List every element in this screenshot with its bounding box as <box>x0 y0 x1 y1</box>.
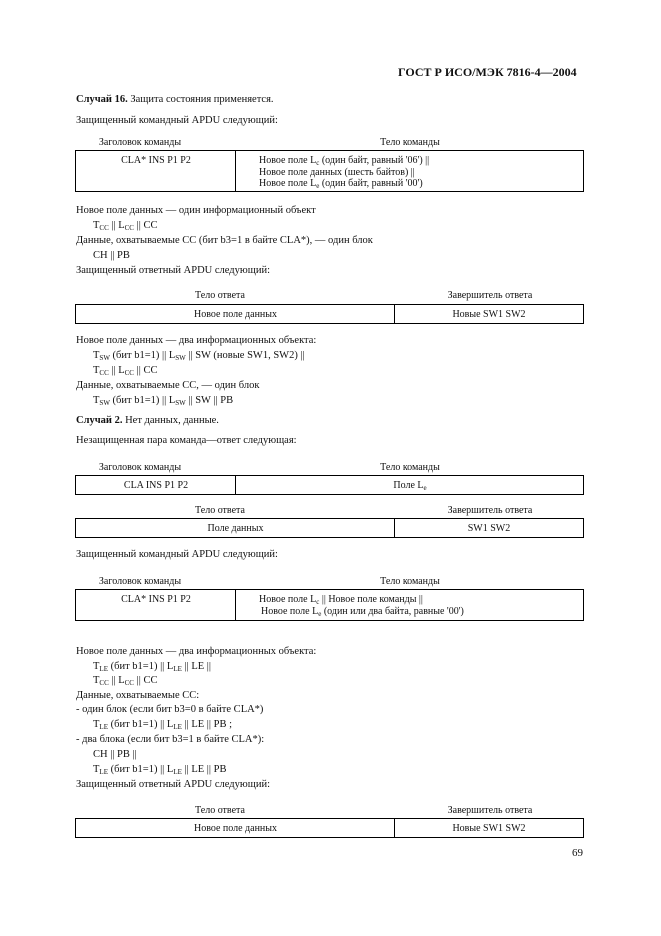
command-table <box>75 589 584 621</box>
column-header: Тело команды <box>380 576 440 587</box>
column-header: Завершитель ответа <box>447 290 533 301</box>
paragraph: Защищенный командный APDU следующий: <box>76 115 278 126</box>
column-header: Заголовок команды <box>98 576 182 587</box>
paragraph: Новое поле данных — два информационных объекта: <box>76 646 317 657</box>
column-header: Тело ответа <box>195 290 245 301</box>
column-header: Тело команды <box>380 462 440 473</box>
paragraph: Новое поле данных — один информационный объект <box>76 205 316 216</box>
paragraph: Защищенный командный APDU следующий: <box>76 549 278 560</box>
cell-text: CLA* INS P1 P2 <box>121 594 191 605</box>
cell-line: Новое поле $L_c$ || Новое поле команды || <box>259 594 423 606</box>
list-item: - два блока (если бит b3=1 в байте CLA*): <box>76 734 265 745</box>
cell-text: Поле $L_e$ <box>393 480 427 492</box>
cell-text: SW1 SW2 <box>467 523 511 534</box>
response-table <box>75 518 584 538</box>
formula: $T_{SW}$ (бит b1=1) || $L_{SW}$ || SW (новые SW1, SW2) || <box>93 350 305 362</box>
formula: $T_{LE}$ (бит b1=1) || $L_{LE}$ || LE || PB ; <box>93 719 233 731</box>
response-table <box>75 818 584 838</box>
paragraph: Защищенный ответный APDU следующий: <box>76 779 270 790</box>
formula: $T_{LE}$ (бит b1=1) || $L_{LE}$ || LE || PB <box>93 764 227 776</box>
column-header: Заголовок команды <box>98 462 182 473</box>
paragraph: Новое поле данных — два информационных объекта: <box>76 335 317 346</box>
table-cell <box>236 476 583 494</box>
formula: $T_{CC}$ || $L_{CC}$ || CC <box>93 220 158 232</box>
page-number: 69 <box>572 847 583 859</box>
formula: $T_{LE}$ (бит b1=1) || $L_{LE}$ || LE || <box>93 661 212 673</box>
table-cell <box>76 819 395 837</box>
formula: $T_{CC}$ || $L_{CC}$ || CC <box>93 675 158 687</box>
table-cell <box>76 519 395 537</box>
document-header: ГОСТ Р ИСО/МЭК 7816-4—2004 <box>398 65 577 79</box>
cell-text: CLA INS P1 P2 <box>123 480 189 491</box>
cell-text: Новые SW1 SW2 <box>452 309 526 320</box>
column-header: Тело ответа <box>195 805 245 816</box>
case-2-heading <box>76 416 219 427</box>
response-table <box>75 304 584 324</box>
formula: CH || PB <box>93 250 130 261</box>
case-label: Случай 2. <box>76 415 123 426</box>
table-cell <box>395 305 583 323</box>
cell-line: Новое поле $L_e$ (один или два байта, равные '00') <box>261 606 464 618</box>
paragraph: Незащищенная пара команда—ответ следующая: <box>76 435 297 446</box>
table-cell <box>76 590 236 620</box>
column-header: Завершитель ответа <box>447 805 533 816</box>
case-label: Случай 16. <box>76 94 128 105</box>
table-cell <box>236 590 583 620</box>
cell-line: Новое поле $L_e$ (один байт, равный '00') <box>259 178 423 190</box>
table-cell <box>395 519 583 537</box>
column-header: Тело команды <box>380 137 440 148</box>
command-table <box>75 150 584 192</box>
formula: CH || PB || <box>93 749 137 760</box>
cell-text: Новые SW1 SW2 <box>452 823 526 834</box>
paragraph: Данные, охватываемые CC, — один блок <box>76 380 260 391</box>
table-cell <box>395 819 583 837</box>
formula: $T_{SW}$ (бит b1=1) || $L_{SW}$ || SW || PB <box>93 395 234 407</box>
paragraph: Данные, охватываемые CC (бит b3=1 в байте CLA*), — один блок <box>76 235 373 246</box>
table-cell <box>76 151 236 191</box>
paragraph: Защищенный ответный APDU следующий: <box>76 265 270 276</box>
cell-line: Новое поле $L_c$ (один байт, равный '06') || <box>259 155 430 167</box>
cell-text: Новое поле данных <box>193 823 278 834</box>
cell-text: Новое поле данных <box>193 309 278 320</box>
table-cell <box>236 151 583 191</box>
cell-text: CLA* INS P1 P2 <box>121 155 191 166</box>
formula: $T_{CC}$ || $L_{CC}$ || CC <box>93 365 158 377</box>
paragraph: Данные, охватываемые CC: <box>76 690 200 701</box>
column-header: Заголовок команды <box>98 137 182 148</box>
case-text: Защита состояния применяется. <box>127 94 274 105</box>
cell-text: Поле данных <box>207 523 264 534</box>
list-item: - один блок (если бит b3=0 в байте CLA*) <box>76 704 264 715</box>
table-cell <box>76 305 395 323</box>
column-header: Тело ответа <box>195 505 245 516</box>
column-header: Завершитель ответа <box>447 505 533 516</box>
case-text: Нет данных, данные. <box>122 415 219 426</box>
case-16-heading <box>76 95 274 106</box>
cell-line: Новое поле данных (шесть байтов) || <box>259 167 415 178</box>
command-table <box>75 475 584 495</box>
table-cell <box>76 476 236 494</box>
